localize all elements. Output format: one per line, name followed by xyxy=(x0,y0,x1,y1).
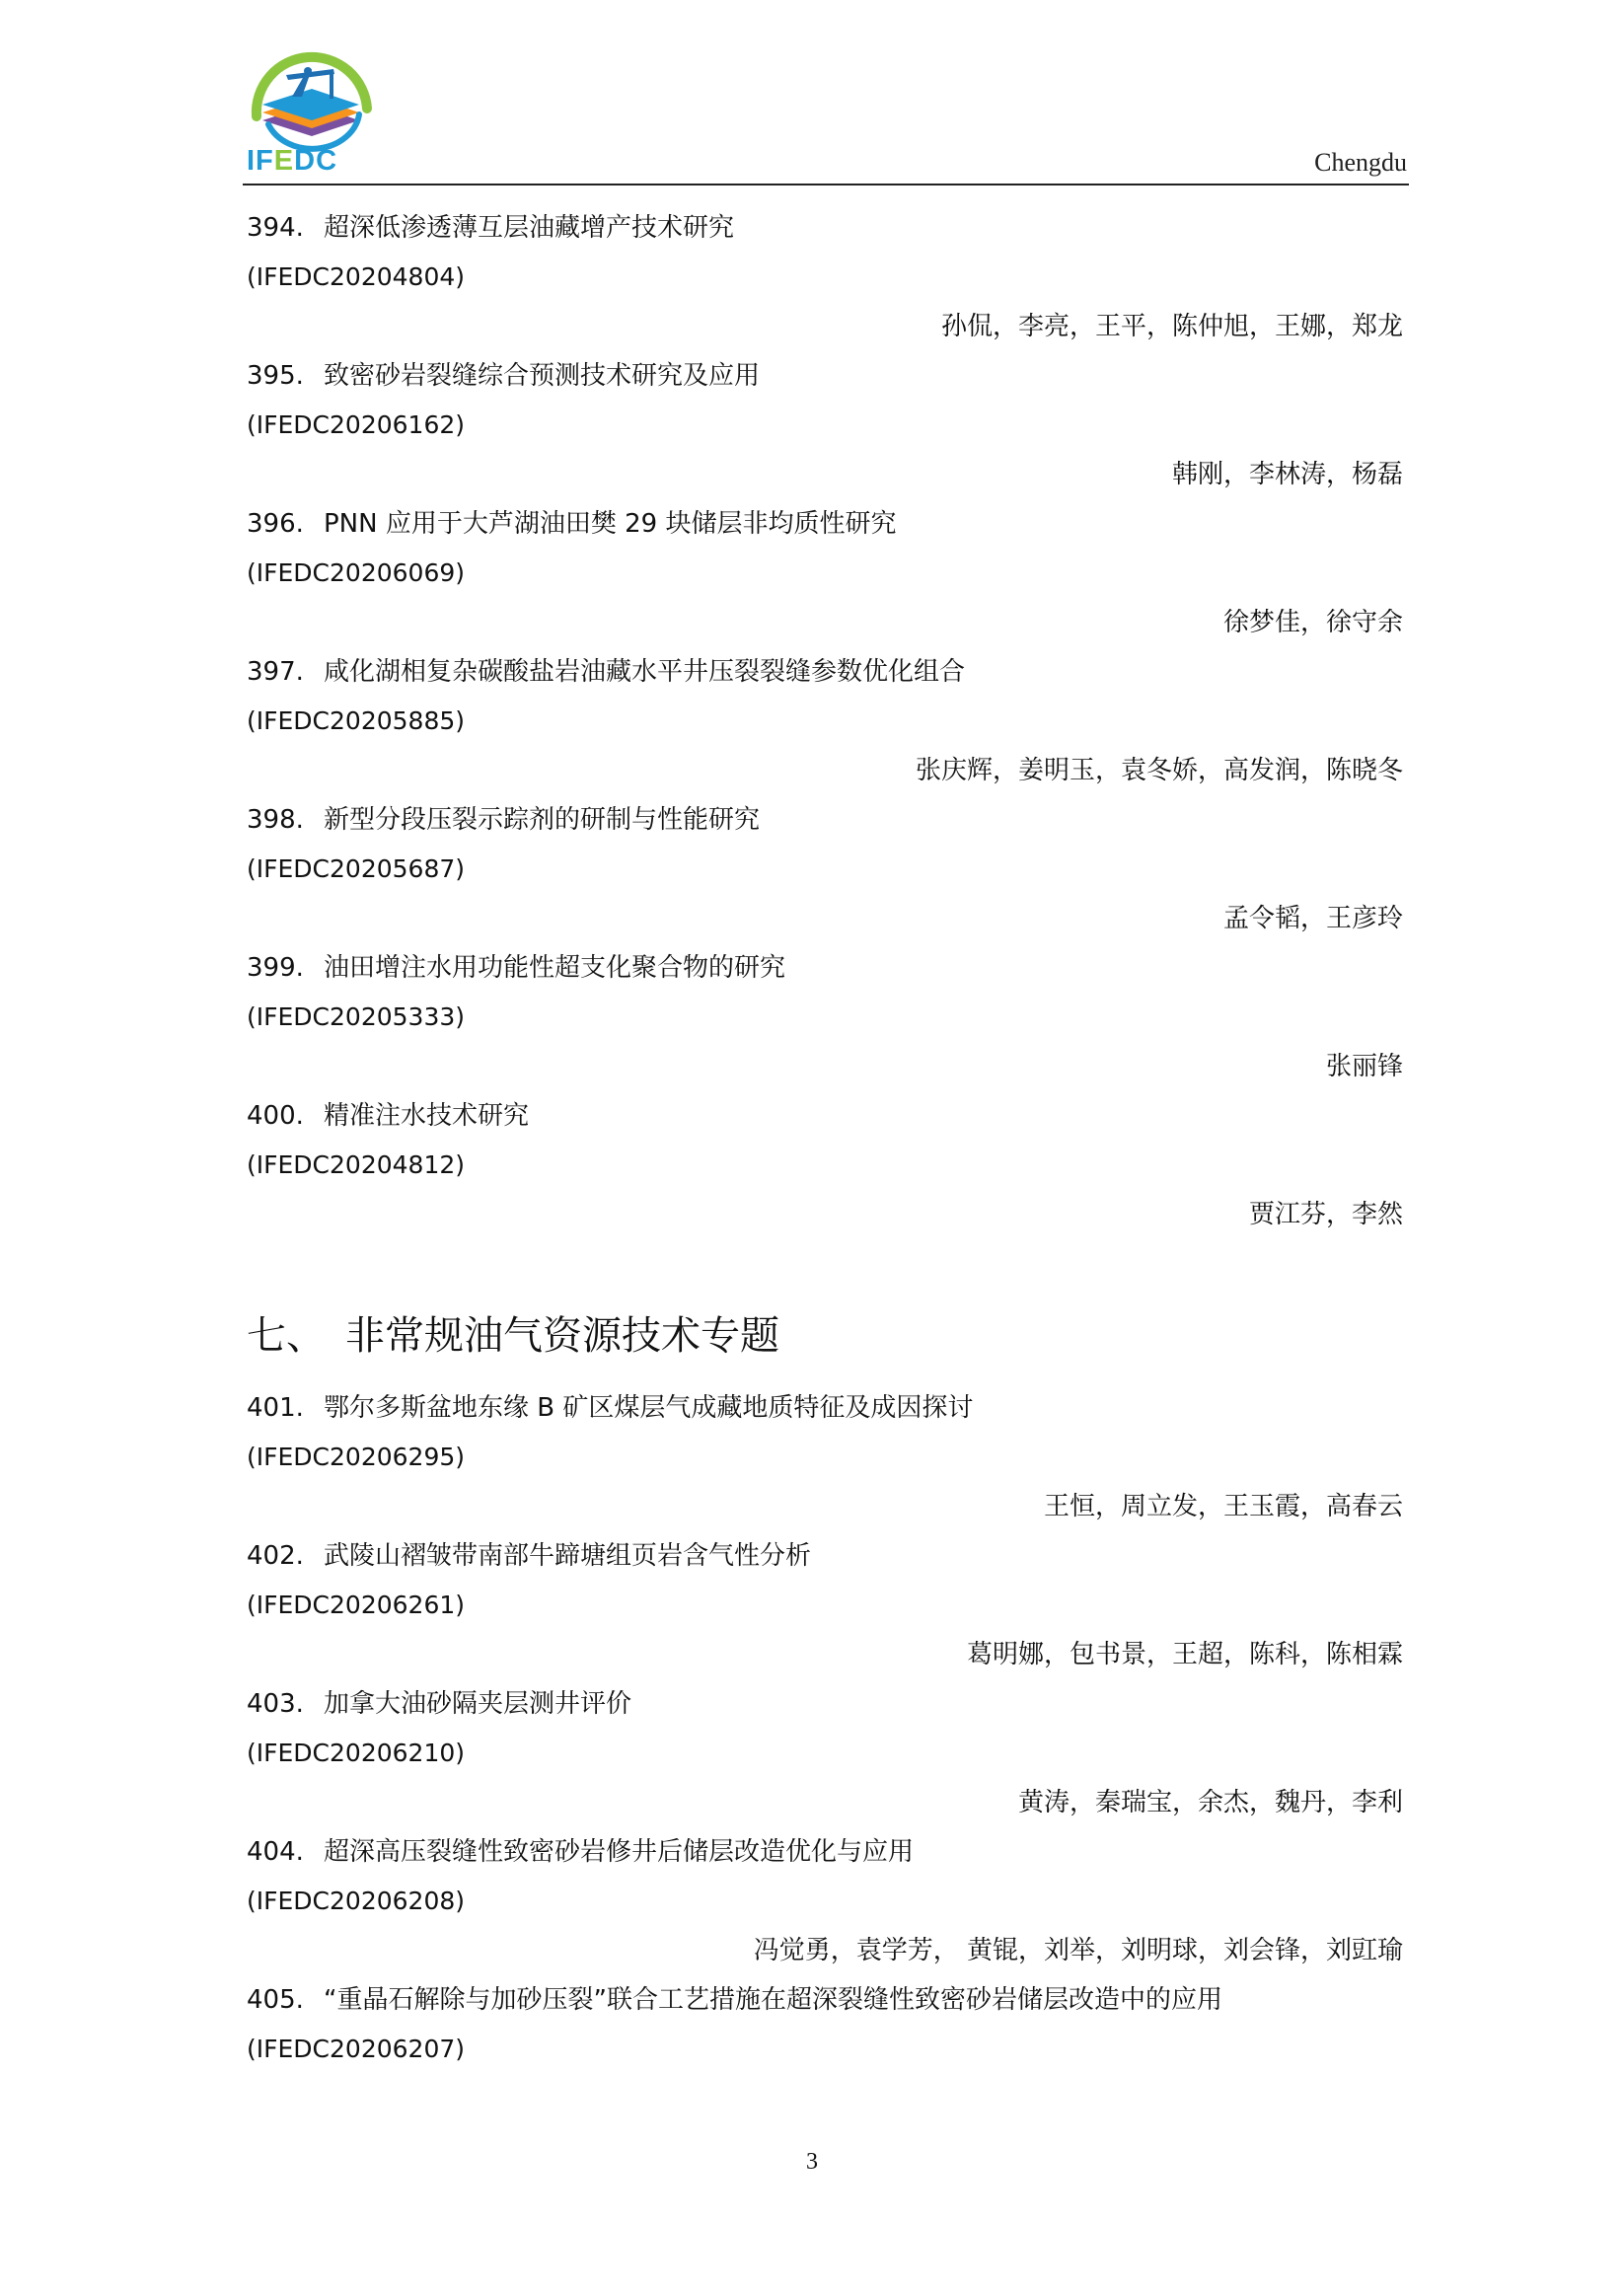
paper-title: 超深低渗透薄互层油藏增产技术研究 xyxy=(324,213,735,243)
paper-number: 400. xyxy=(247,1101,304,1131)
paper-title: 加拿大油砂隔夹层测井评价 xyxy=(324,1689,632,1719)
paper-code: (IFEDC20204804) xyxy=(247,262,466,291)
paper-entry xyxy=(247,499,1407,647)
paper-entry xyxy=(247,1531,1407,1679)
paper-entry xyxy=(247,795,1407,943)
page-header xyxy=(243,51,1409,185)
paper-code: (IFEDC20206207) xyxy=(247,2035,466,2063)
paper-authors: 徐梦佳，徐守余 xyxy=(1222,608,1403,637)
paper-title: “重晶石解除与加砂压裂”联合工艺措施在超深裂缝性致密砂岩储层改造中的应用 xyxy=(324,1985,1222,2015)
paper-number: 396. xyxy=(247,509,304,539)
paper-title: 鄂尔多斯盆地东缘 B 矿区煤层气成藏地质特征及成因探讨 xyxy=(324,1393,974,1423)
paper-number: 405. xyxy=(247,1985,304,2015)
paper-entry xyxy=(247,203,1407,351)
paper-entry xyxy=(247,1679,1407,1827)
paper-title-line xyxy=(247,1091,1407,1141)
paper-title: 精准注水技术研究 xyxy=(324,1101,530,1131)
paper-list xyxy=(247,203,1407,2074)
paper-code: (IFEDC20205333) xyxy=(247,1002,466,1031)
logo-text: IFEDC xyxy=(247,145,338,177)
paper-number: 403. xyxy=(247,1689,304,1719)
paper-title-line xyxy=(247,351,1407,401)
paper-code: (IFEDC20206295) xyxy=(247,1443,466,1471)
paper-authors: 张庆辉，姜明玉，袁冬娇，高发润，陈晓冬 xyxy=(915,756,1403,785)
paper-entry xyxy=(247,1827,1407,1975)
paper-title: PNN 应用于大芦湖油田樊 29 块储层非均质性研究 xyxy=(324,509,897,539)
paper-authors: 张丽锋 xyxy=(1325,1052,1403,1081)
section-number: 七、 xyxy=(247,1313,326,1359)
paper-number: 395. xyxy=(247,361,304,391)
paper-code: (IFEDC20206069) xyxy=(247,558,466,587)
paper-number: 401. xyxy=(247,1393,304,1423)
paper-authors: 黄涛，秦瑞宝，余杰，魏丹，李利 xyxy=(1017,1788,1403,1817)
paper-number: 404. xyxy=(247,1837,304,1867)
paper-number: 397. xyxy=(247,657,304,687)
paper-code: (IFEDC20206210) xyxy=(247,1739,466,1767)
paper-title: 油田增注水用功能性超支化聚合物的研究 xyxy=(324,953,786,983)
paper-code: (IFEDC20205885) xyxy=(247,706,466,735)
paper-code: (IFEDC20206162) xyxy=(247,410,466,439)
entry-list xyxy=(247,203,1407,1239)
paper-title: 新型分段压裂示踪剂的研制与性能研究 xyxy=(324,805,761,835)
paper-authors: 韩刚，李林涛，杨磊 xyxy=(1171,460,1403,489)
paper-title-line xyxy=(247,499,1407,549)
entry-list xyxy=(247,1383,1407,2074)
paper-title-line xyxy=(247,943,1407,993)
paper-entry xyxy=(247,1975,1407,2074)
paper-authors: 葛明娜，包书景，王超，陈科，陈相霖 xyxy=(966,1640,1403,1669)
paper-title: 超深高压裂缝性致密砂岩修井后储层改造优化与应用 xyxy=(324,1837,915,1867)
paper-entry xyxy=(247,1091,1407,1239)
paper-number: 394. xyxy=(247,213,304,243)
paper-title: 致密砂岩裂缝综合预测技术研究及应用 xyxy=(324,361,761,391)
paper-title-line xyxy=(247,1827,1407,1877)
paper-code: (IFEDC20205687) xyxy=(247,854,466,883)
paper-code: (IFEDC20206261) xyxy=(247,1591,466,1619)
paper-number: 399. xyxy=(247,953,304,983)
paper-authors: 冯觉勇，袁学芳， 黄锟，刘举，刘明球，刘会锋，刘豇瑜 xyxy=(753,1936,1403,1965)
paper-title: 武陵山褶皱带南部牛蹄塘组页岩含气性分析 xyxy=(324,1541,812,1571)
paper-authors: 王恒，周立发，王玉霞，高春云 xyxy=(1043,1492,1403,1521)
paper-entry xyxy=(247,647,1407,795)
paper-number: 398. xyxy=(247,805,304,835)
paper-number: 402. xyxy=(247,1541,304,1571)
paper-title-line xyxy=(247,203,1407,253)
header-city: Chengdu xyxy=(1314,148,1407,177)
paper-title: 咸化湖相复杂碳酸盐岩油藏水平井压裂裂缝参数优化组合 xyxy=(324,657,966,687)
paper-title-line xyxy=(247,1975,1407,2025)
paper-entry xyxy=(247,943,1407,1091)
paper-authors: 孙侃，李亮，王平，陈仲旭，王娜，郑龙 xyxy=(940,312,1403,341)
paper-title-line xyxy=(247,1679,1407,1729)
paper-entry xyxy=(247,351,1407,499)
paper-title-line xyxy=(247,647,1407,697)
paper-authors: 孟令韬，王彦玲 xyxy=(1222,904,1403,933)
paper-entry xyxy=(247,1383,1407,1531)
paper-code: (IFEDC20204812) xyxy=(247,1150,466,1179)
page-number: 3 xyxy=(806,2149,818,2175)
paper-title-line xyxy=(247,1383,1407,1433)
paper-code: (IFEDC20206208) xyxy=(247,1887,466,1915)
section-heading xyxy=(247,1296,1407,1375)
section-title: 非常规油气资源技术专题 xyxy=(345,1313,779,1359)
paper-title-line xyxy=(247,1531,1407,1581)
paper-authors: 贾江芬，李然 xyxy=(1248,1200,1403,1229)
paper-title-line xyxy=(247,795,1407,845)
